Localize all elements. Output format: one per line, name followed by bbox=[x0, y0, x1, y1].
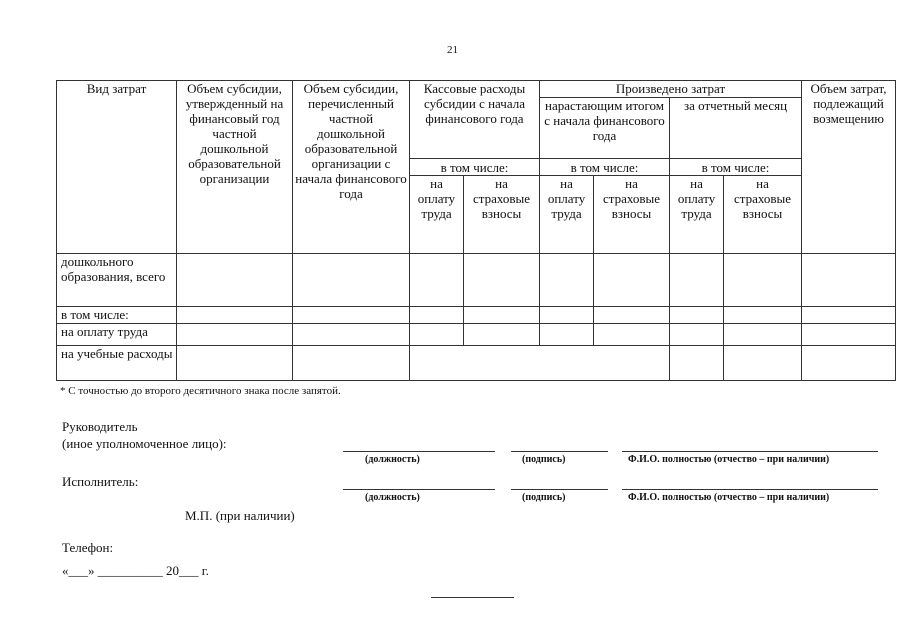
header-including-2: в том числе: bbox=[540, 159, 670, 176]
header-including-1: в том числе: bbox=[410, 159, 540, 176]
head-signature-caption: (подпись) bbox=[522, 454, 566, 465]
executor-name-line bbox=[622, 489, 878, 490]
header-labor-1: на оплату труда bbox=[410, 176, 464, 254]
head-name-line bbox=[622, 451, 878, 452]
head-label-2: (иное уполномоченное лицо): bbox=[62, 436, 227, 451]
date-line: «___» __________ 20___ г. bbox=[62, 563, 209, 578]
header-cost-type: Вид затрат bbox=[57, 81, 177, 254]
head-label-1: Руководитель bbox=[62, 419, 138, 434]
executor-signature-line bbox=[511, 489, 608, 490]
row-label-labor: на оплату труда bbox=[57, 324, 177, 346]
expense-table bbox=[56, 80, 896, 381]
header-including-3: в том числе: bbox=[670, 159, 802, 176]
table-row bbox=[57, 324, 896, 346]
head-name-caption: Ф.И.О. полностью (отчество – при наличии) bbox=[628, 454, 830, 465]
header-transferred-subsidy: Объем субсидии, перечисленный частной дошкольной образовательной организации с начала финансового года bbox=[293, 81, 410, 254]
header-insurance-3: на страховые взносы bbox=[724, 176, 802, 254]
header-labor-2: на оплату труда bbox=[540, 176, 594, 254]
head-position-line bbox=[343, 451, 495, 452]
executor-position-caption: (должность) bbox=[365, 492, 420, 503]
bottom-separator bbox=[431, 597, 514, 598]
page-number: 21 bbox=[447, 44, 458, 56]
header-labor-3: на оплату труда bbox=[670, 176, 724, 254]
row-label-education: на учебные расходы bbox=[57, 346, 177, 381]
table-row bbox=[57, 307, 896, 324]
executor-name-caption: Ф.И.О. полностью (отчество – при наличии) bbox=[628, 492, 830, 503]
executor-position-line bbox=[343, 489, 495, 490]
executor-signature-caption: (подпись) bbox=[522, 492, 566, 503]
executor-label: Исполнитель: bbox=[62, 474, 139, 489]
header-reimbursable-amount: Объем затрат, подлежащий возмещению bbox=[802, 81, 896, 254]
header-produced-costs: Произведено затрат bbox=[540, 81, 802, 98]
row-label-total: дошкольного образования, всего bbox=[57, 254, 177, 307]
stamp-note: М.П. (при наличии) bbox=[185, 508, 295, 523]
header-insurance-1: на страховые взносы bbox=[464, 176, 540, 254]
header-insurance-2: на страховые взносы bbox=[594, 176, 670, 254]
table-row bbox=[57, 254, 896, 307]
head-signature-line bbox=[511, 451, 608, 452]
row-label-including: в том числе: bbox=[57, 307, 177, 324]
header-cash-expenses: Кассовые расходы субсидии с начала финансового года bbox=[410, 81, 540, 159]
header-cumulative: нарастающим итогом с начала финансового года bbox=[540, 98, 670, 159]
table-row bbox=[57, 346, 896, 381]
head-position-caption: (должность) bbox=[365, 454, 420, 465]
phone-label: Телефон: bbox=[62, 540, 114, 555]
footnote: * С точностью до второго десятичного знака после запятой. bbox=[60, 385, 341, 397]
header-approved-subsidy: Объем субсидии, утвержденный на финансовый год частной дошкольной образовательной организации bbox=[177, 81, 293, 254]
header-monthly: за отчетный месяц bbox=[670, 98, 802, 159]
